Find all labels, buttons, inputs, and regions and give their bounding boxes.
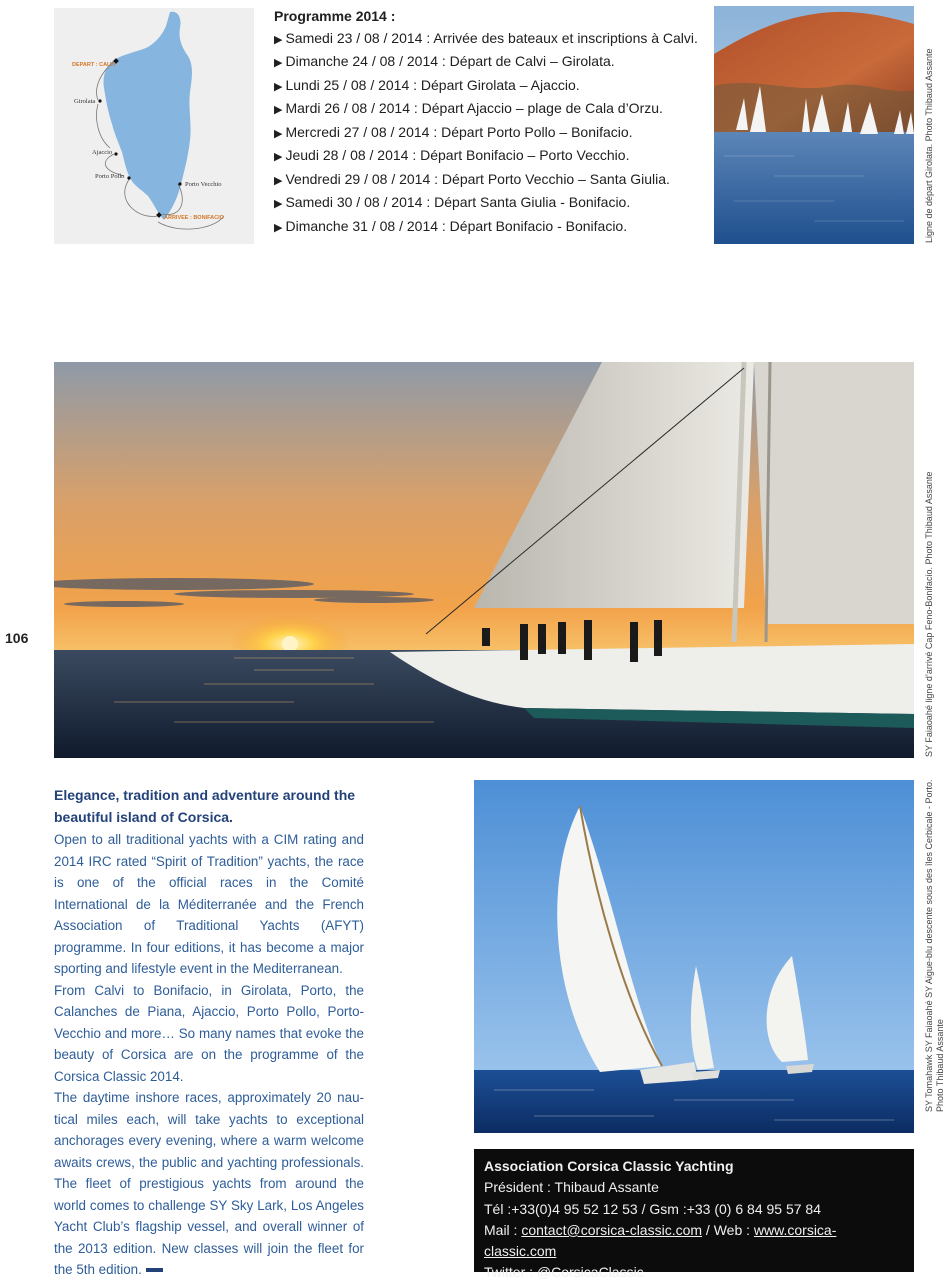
photo1-caption: Ligne de départ Girolata. Photo Thibaud Assante (924, 48, 934, 243)
programme-item (274, 98, 704, 122)
photo3-caption-line1: SY Tomahawk SY Faiaoahé SY Aigue-blu descente sous des îles Cerbicale - Porto. (924, 779, 934, 1112)
programme-item-text: Dimanche 24 / 08 / 2014 : Départ de Calvi – Girolata. (285, 53, 615, 69)
bullet-triangle-icon: ▶ (274, 104, 283, 116)
programme-item (274, 122, 704, 146)
photo2-caption: SY Faiaoahé ligne d’arrivé Cap Feno-Bonifacio. Photo Thibaud Assante (924, 471, 934, 757)
programme-item (274, 145, 704, 169)
programme-2014 (274, 6, 704, 239)
bullet-triangle-icon: ▶ (274, 127, 283, 140)
programme-item (274, 192, 704, 216)
web-label: / Web : (702, 1221, 754, 1238)
map-label-porto-pollo: Porto Pollo (95, 173, 125, 180)
page-number: 106 (5, 630, 29, 646)
article-paragraph: From Calvi to Bonifacio, in Girolata, Porto, the Calanches de Piana, Ajaccio, Porto Pollo, Porto-Vecchio and more… So many names that evoke the beauty of Corsica are on the programme of the Corsica Classic 2014. (54, 982, 364, 1084)
photo3-caption-line2: Photo Thibaud Assante (935, 1019, 945, 1112)
article-body (54, 785, 364, 1281)
programme-item (274, 51, 704, 75)
article-paragraph: Open to all traditional yachts with a CIM rating and 2014 IRC rated “Spirit of Tradition” yachts, the race is one of the official races in the Comité International de la Méditerranée and the French Association of Traditional Yachts (AFYT) programme. In four editions, it has become a major sporting and lifestyle event in the Mediterranean. (54, 832, 364, 976)
programme-item-text: Jeudi 28 / 08 / 2014 : Départ Bonifacio – Porto Vecchio. (285, 147, 630, 163)
programme-item-text: Lundi 25 / 08 / 2014 : Départ Girolata – Ajaccio. (285, 76, 580, 93)
end-mark-icon (146, 1268, 163, 1272)
mail-label: Mail : (484, 1221, 522, 1238)
association-name: Association Corsica Classic Yachting (484, 1158, 734, 1174)
programme-item-text: Mardi 26 / 08 / 2014 : Départ Ajaccio – plage de Cala d’Orzu. (285, 100, 663, 116)
map-label-ajaccio: Ajaccio (92, 149, 113, 156)
bullet-triangle-icon: ▶ (274, 174, 283, 187)
bullet-triangle-icon: ▶ (274, 198, 283, 210)
map-label-girolata: Girolata (74, 98, 96, 105)
programme-item (274, 216, 704, 240)
programme-item-text: Vendredi 29 / 08 / 2014 : Départ Porto Vecchio – Santa Giulia. (285, 170, 670, 187)
programme-item (274, 28, 704, 52)
map-label-calvi: DEPART : CALVI (72, 62, 116, 68)
ajaccio-marker (114, 152, 117, 155)
photo-sunset-yacht (54, 362, 914, 758)
programme-item-text: Samedi 23 / 08 / 2014 : Arrivée des bateaux et inscriptions à Calvi. (285, 29, 698, 46)
porto-vecchio-marker (178, 182, 181, 185)
map-label-porto-vecchio: Porto Vecchio (185, 181, 222, 188)
programme-item (274, 75, 704, 99)
website-link[interactable]: www.corsica-classic.com (484, 1221, 837, 1260)
article-heading: Elegance, tradition and adventure around the beautiful island of Corsica. (54, 787, 356, 825)
bullet-triangle-icon: ▶ (274, 80, 283, 93)
email-link[interactable]: contact@corsica-classic.com (521, 1221, 703, 1238)
mail-web-line (484, 1220, 904, 1263)
programme-title: Programme 2014 : (274, 8, 396, 24)
twitter-line: Twitter : @CorsicaClassic (484, 1264, 644, 1281)
programme-item (274, 169, 704, 193)
contact-box (474, 1149, 914, 1281)
corsica-route-map (54, 8, 254, 244)
programme-item-text: Dimanche 31 / 08 / 2014 : Départ Bonifacio - Bonifacio. (285, 217, 628, 234)
porto-pollo-marker (127, 176, 130, 179)
girolata-marker (98, 99, 101, 102)
phone-line: Tél :+33(0)4 95 52 12 53 / Gsm :+33 (0) 6 84 95 57 84 (484, 1200, 821, 1217)
route-girolata-ajaccio (97, 104, 111, 148)
bullet-triangle-icon: ▶ (274, 33, 283, 46)
photo-three-yachts (474, 780, 914, 1133)
president-line: Président : Thibaud Assante (484, 1179, 659, 1196)
bullet-triangle-icon: ▶ (274, 151, 283, 163)
corsica-island-shape (103, 12, 192, 220)
programme-item-text: Samedi 30 / 08 / 2014 : Départ Santa Giulia - Bonifacio. (285, 194, 631, 210)
article-paragraph (54, 1087, 364, 1281)
map-label-bonifacio: ARRIVEE : BONIFACIO (164, 215, 224, 221)
article-paragraph-text: The daytime inshore races, approximately 20 nautical miles each, will take yachts to exceptional anchorages every evening, where a warm welcome awaits crews, the public and yachting professionals. The fleet of prestigious yachts from around the world comes to challenge SY Sky Lark, Los Angeles Yacht Club’s flagship vessel, and overall winner of the 2013 edition. New classes will join the fleet for the 5th edition. (54, 1090, 364, 1277)
corsica-map-graphic (54, 8, 254, 244)
bullet-triangle-icon: ▶ (274, 57, 283, 69)
bullet-triangle-icon: ▶ (274, 221, 283, 234)
programme-item-text: Mercredi 27 / 08 / 2014 : Départ Porto Pollo – Bonifacio. (285, 123, 633, 140)
photo-girolata-start-line (714, 6, 914, 244)
